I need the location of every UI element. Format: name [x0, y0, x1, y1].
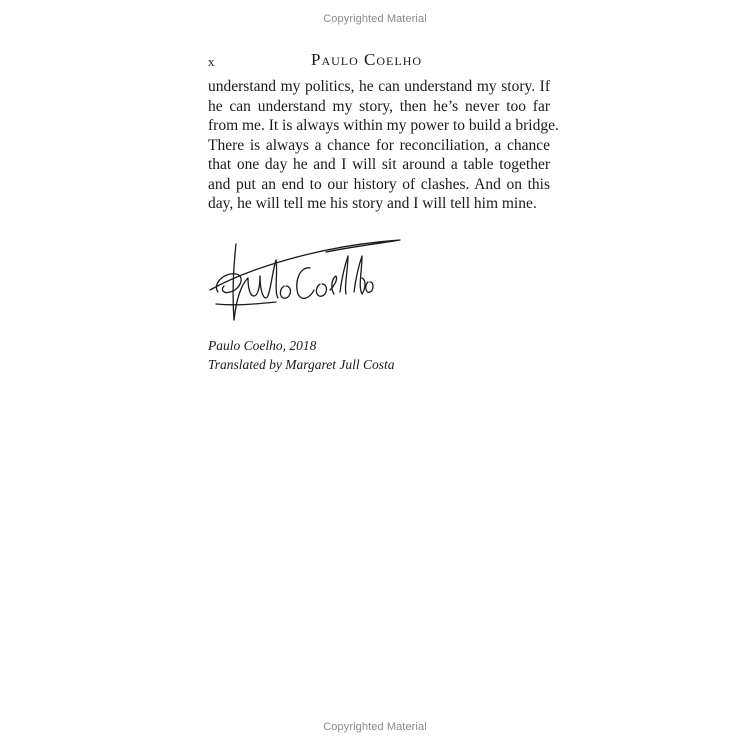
- body-line: day, he will tell me his story and I will tell him mine.: [208, 195, 537, 212]
- author-signature: [206, 232, 406, 324]
- body-line: from me. It is always within my power to build a bridge.: [208, 117, 559, 134]
- body-paragraph: [208, 77, 559, 214]
- author-date-line: Paulo Coelho, 2018: [208, 338, 317, 353]
- body-line: and put an end to our history of clashes. And on this: [208, 175, 550, 193]
- copyright-watermark-bottom: Copyrighted Material: [323, 721, 427, 733]
- translator-line: Translated by Margaret Jull Costa: [208, 357, 395, 372]
- credits-block: [208, 336, 395, 374]
- body-line: There is always a chance for reconciliation, a chance: [208, 136, 550, 154]
- body-line: that one day he and I will sit around a table together: [208, 156, 550, 173]
- page-number: x: [208, 54, 215, 69]
- copyright-watermark-top: Copyrighted Material: [323, 13, 427, 25]
- running-head-author: Paulo Coelho: [311, 50, 423, 69]
- body-line: he can understand my story, then he’s never too far: [208, 97, 550, 115]
- body-line: understand my politics, he can understand my story. If: [208, 78, 550, 95]
